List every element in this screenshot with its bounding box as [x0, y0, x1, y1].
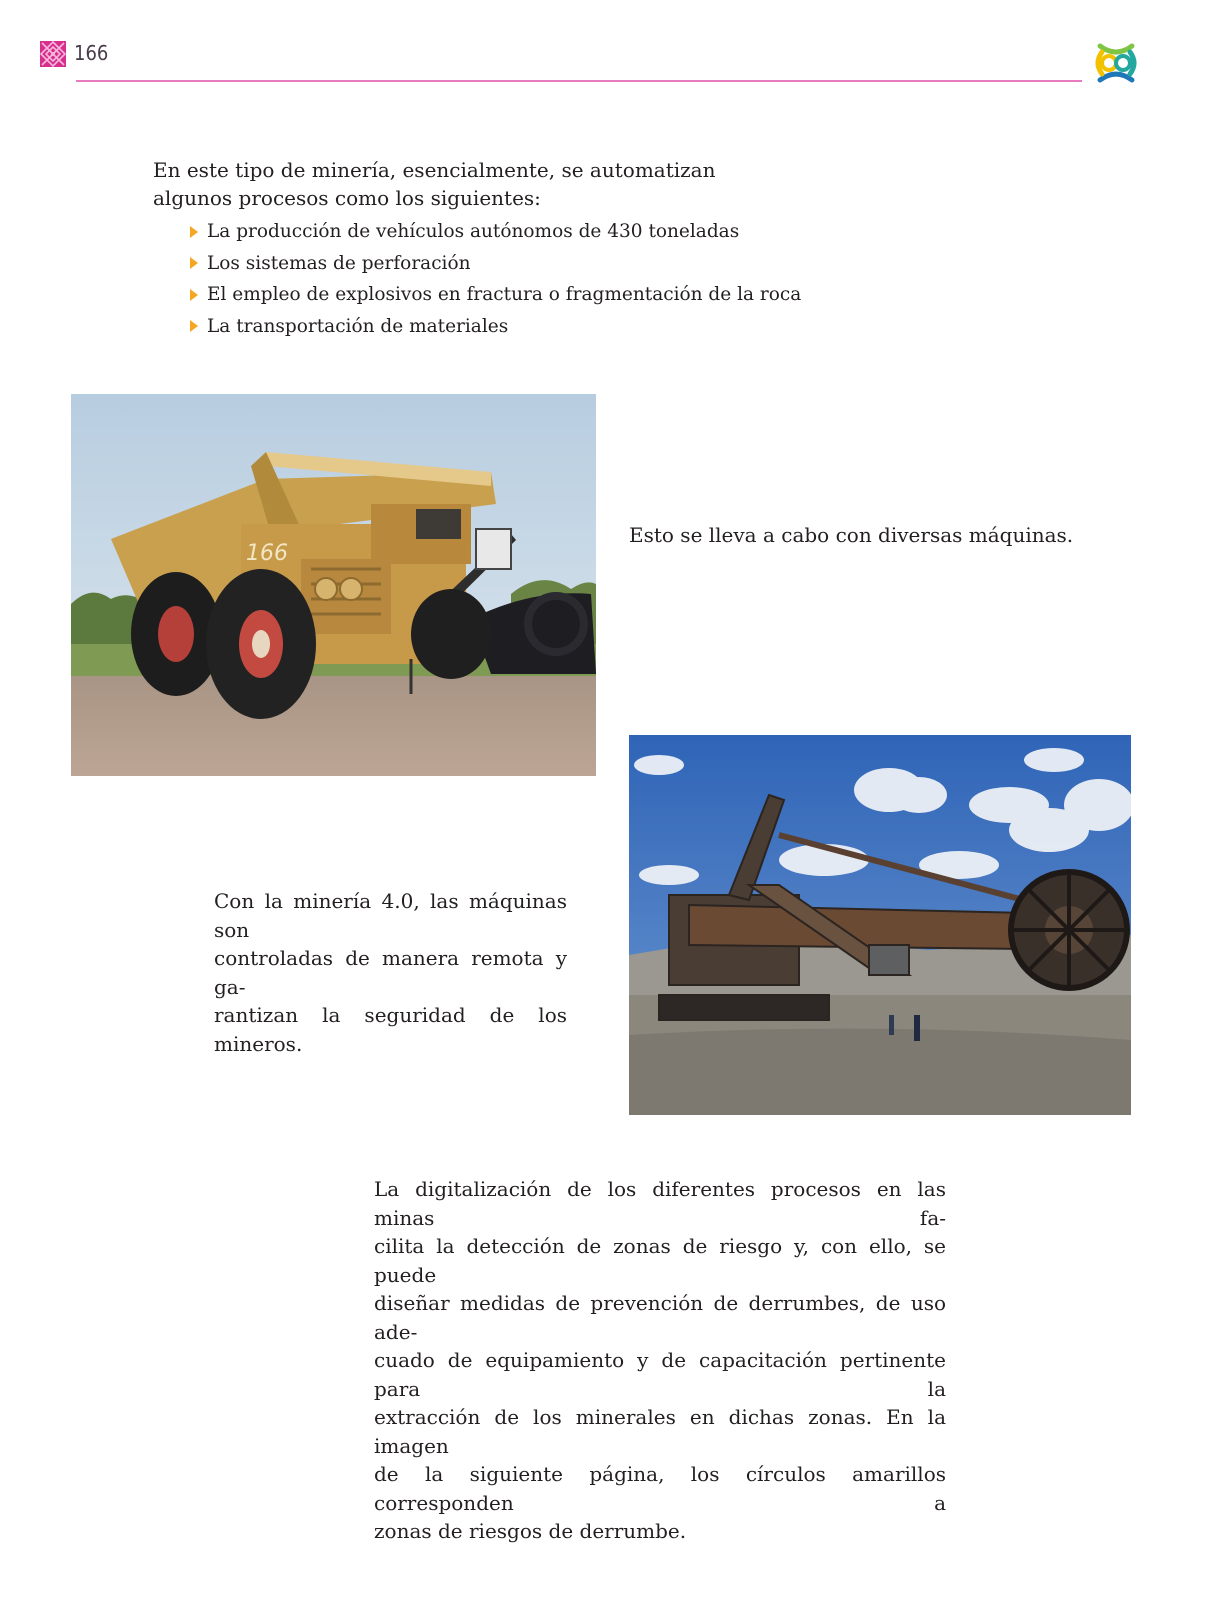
- paragraph-line: La digitalización de los diferentes procesos en las minas fa-: [374, 1177, 946, 1230]
- paragraph-line: extracción de los minerales en dichas zonas. En la imagen: [374, 1405, 946, 1458]
- triangle-bullet-icon: [190, 320, 198, 332]
- pink-pattern-square-icon: [40, 41, 66, 67]
- page-number: 166: [74, 41, 109, 65]
- triangle-bullet-icon: [190, 257, 198, 269]
- triangle-bullet-icon: [190, 289, 198, 301]
- paragraph-line: zonas de riesgos de derrumbe.: [374, 1519, 687, 1543]
- mining-truck-photo: [71, 394, 596, 776]
- list-item: [190, 311, 801, 343]
- list-item-text: El empleo de explosivos en fractura o fragmentación de la roca: [207, 284, 802, 306]
- colorful-knot-logo-icon: [1092, 40, 1140, 86]
- triangle-bullet-icon: [190, 226, 198, 238]
- intro-paragraph: En este tipo de minería, esencialmente, se automatizan algunos procesos como los siguientes:: [153, 158, 716, 210]
- machines-caption: Esto se lleva a cabo con diversas máquinas.: [629, 523, 1074, 547]
- list-item-text: La transportación de materiales: [207, 315, 509, 337]
- list-item: [190, 279, 801, 311]
- paragraph-line: cuado de equipamiento y de capacitación pertinente para la: [374, 1348, 946, 1401]
- list-item: [190, 248, 801, 280]
- list-item: [190, 216, 801, 248]
- paragraph-line: diseñar medidas de prevención de derrumbes, de uso ade-: [374, 1291, 946, 1344]
- bucket-wheel-excavator-photo: [629, 735, 1131, 1115]
- paragraph-line: cilita la detección de zonas de riesgo y, con ello, se puede: [374, 1234, 946, 1287]
- header-divider: [76, 80, 1082, 82]
- process-list: [190, 216, 801, 342]
- paragraph-line: Con la minería 4.0, las máquinas son: [214, 889, 567, 942]
- truck-number: 166: [246, 541, 288, 566]
- paragraph-line: de la siguiente página, los círculos amarillos corresponden a: [374, 1462, 946, 1515]
- paragraph-line: rantizan la seguridad de los mineros.: [214, 1003, 567, 1056]
- paragraph-line: controladas de manera remota y ga-: [214, 946, 567, 999]
- remote-control-paragraph: [214, 887, 567, 1058]
- list-item-text: Los sistemas de perforación: [207, 252, 471, 274]
- digitalization-paragraph: [374, 1175, 946, 1546]
- list-item-text: La producción de vehículos autónomos de 430 toneladas: [207, 221, 740, 243]
